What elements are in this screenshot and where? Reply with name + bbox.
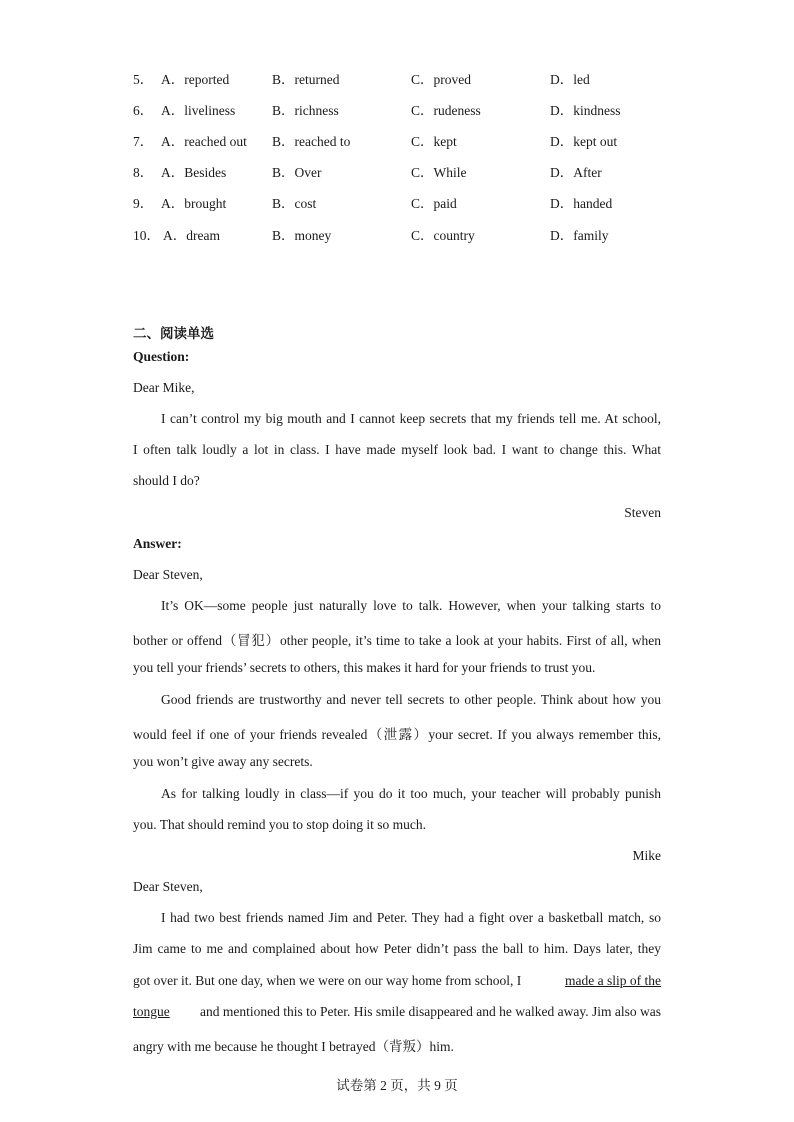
- underlined-phrase-end: tongue: [133, 1004, 170, 1019]
- question-number: 6．: [133, 103, 154, 118]
- option-c: C．proved: [411, 72, 471, 87]
- letter-text: and mentioned this to Peter. His smile disappeared and he walked away. Jim also was: [196, 1004, 661, 1019]
- option-a: A．reached out: [161, 134, 247, 149]
- answer-line: Good friends are trustworthy and never tell secrets to other people. Think about how you: [161, 692, 661, 707]
- option-d: D．kept out: [550, 134, 618, 149]
- letter-line: [133, 973, 661, 989]
- option-row-8: [133, 161, 673, 181]
- option-b: B．reached to: [272, 134, 351, 149]
- option-a: A．dream: [163, 228, 220, 243]
- answer-label: Answer:: [133, 536, 182, 551]
- option-a: A．liveliness: [161, 103, 236, 118]
- letter-greeting: Dear Steven,: [133, 879, 203, 894]
- option-row-10: [133, 224, 673, 244]
- answer-line: you won’t give away any secrets.: [133, 754, 313, 769]
- question-number: 7．: [133, 134, 154, 149]
- answer-line: you tell your friends’ secrets to others, this makes it hard for your friends to trust you.: [133, 660, 596, 675]
- option-c: C．paid: [411, 196, 457, 211]
- answer-line: As for talking loudly in class—if you do it too much, your teacher will probably punish: [161, 786, 661, 801]
- answer-greeting: Dear Steven,: [133, 567, 203, 582]
- option-a: A．brought: [161, 196, 227, 211]
- answer-signature: Mike: [632, 848, 661, 863]
- question-number: 10．: [133, 228, 160, 243]
- option-b: B．returned: [272, 72, 340, 87]
- option-d: D．led: [550, 72, 590, 87]
- option-row-7: [133, 130, 673, 150]
- letter-line: [133, 1004, 661, 1020]
- page-footer: 试卷第 2 页，共 9 页: [336, 1078, 458, 1093]
- letter-line: I had two best friends named Jim and Peter. They had a fight over a basketball match, so: [161, 910, 661, 925]
- answer-line: It’s OK—some people just naturally love to talk. However, when your talking starts to: [161, 598, 661, 613]
- underlined-phrase: made a slip of the: [565, 973, 661, 988]
- option-c: C．rudeness: [411, 103, 481, 118]
- section-title: 二、阅读单选: [133, 326, 214, 341]
- letter-text: got over it. But one day, when we were on our way home from school, I: [133, 973, 525, 988]
- answer-line: would feel if one of your friends revealed（泄露）your secret. If you always remember this,: [133, 727, 661, 742]
- option-d: D．handed: [550, 196, 613, 211]
- question-line: should I do?: [133, 473, 200, 488]
- option-row-6: [133, 99, 673, 119]
- question-number: 5．: [133, 72, 154, 87]
- question-number: 8．: [133, 165, 154, 180]
- option-b: B．richness: [272, 103, 339, 118]
- question-greeting: Dear Mike,: [133, 380, 195, 395]
- answer-line: you. That should remind you to stop doing it so much.: [133, 817, 426, 832]
- option-c: C．kept: [411, 134, 457, 149]
- option-c: C．While: [411, 165, 467, 180]
- option-c: C．country: [411, 228, 475, 243]
- option-b: B．cost: [272, 196, 317, 211]
- letter-line: Jim came to me and complained about how Peter didn’t pass the ball to him. Days later, they: [133, 941, 661, 956]
- option-a: A．reported: [161, 72, 230, 87]
- option-d: D．After: [550, 165, 602, 180]
- option-row-9: [133, 192, 673, 212]
- option-row-5: [133, 68, 673, 88]
- option-b: B．money: [272, 228, 332, 243]
- answer-line: bother or offend（冒犯）other people, it’s time to take a look at your habits. First of all, when: [133, 633, 661, 648]
- letter-line: angry with me because he thought I betrayed（背叛）him.: [133, 1039, 454, 1054]
- question-signature: Steven: [624, 505, 661, 520]
- question-number: 9．: [133, 196, 154, 211]
- question-label: Question:: [133, 349, 190, 364]
- option-b: B．Over: [272, 165, 322, 180]
- question-line: I can’t control my big mouth and I cannot keep secrets that my friends tell me. At school,: [161, 411, 661, 426]
- question-line: I often talk loudly a lot in class. I have made myself look bad. I want to change this. What: [133, 442, 661, 457]
- option-a: A．Besides: [161, 165, 227, 180]
- option-d: D．family: [550, 228, 609, 243]
- option-d: D．kindness: [550, 103, 621, 118]
